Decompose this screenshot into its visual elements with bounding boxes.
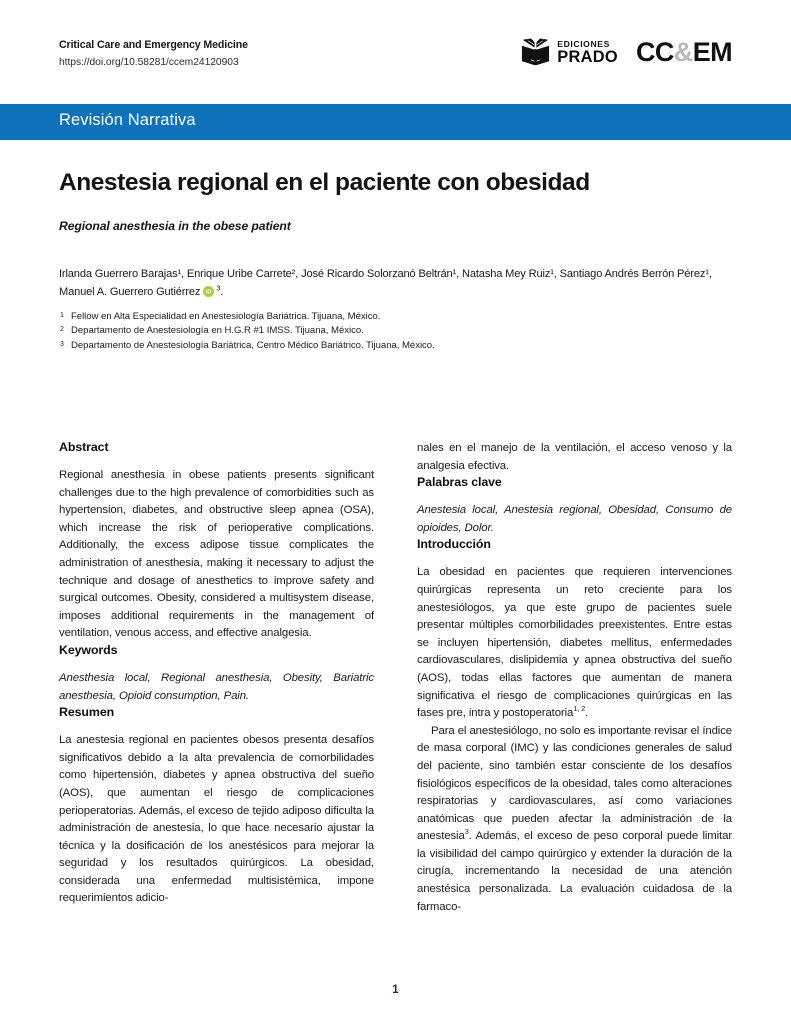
section-heading-abstract: Abstract: [59, 440, 109, 454]
affiliation-row: [59, 324, 737, 338]
article-subtitle: Regional anesthesia in the obese patient: [59, 219, 291, 233]
author-affiliation-marker: 3: [216, 282, 221, 292]
section-heading-introduccion: Introducción: [417, 537, 491, 552]
introduction-paragraph-1: [417, 564, 732, 722]
doi-link[interactable]: https://doi.org/10.58281/ccem24120903: [59, 57, 239, 68]
svg-text:iD: iD: [205, 289, 212, 296]
masthead-logos: [520, 36, 732, 68]
ccem-ampersand: &: [673, 37, 693, 67]
ccem-logo: [636, 39, 732, 66]
affiliation-marker: 3: [60, 340, 64, 348]
open-book-icon: [520, 37, 551, 68]
keywords-paragraph: Anesthesia local, Regional anesthesia, Obesity, Bariatric anesthesia, Opioid consumption, Pain.: [59, 671, 374, 702]
title-block: [59, 168, 732, 233]
section-heading-palabras-clave: Palabras clave: [417, 475, 502, 490]
prado-ediciones-text: EDICIONES: [557, 38, 610, 49]
citation-ref[interactable]: 1, 2: [573, 704, 586, 714]
affiliation-row: [59, 339, 737, 353]
page-number: 1: [392, 984, 399, 996]
intro-p1-text: La obesidad en pacientes que requieren intervenciones quirúrgicas representa un reto creciente para los anestesiólogos, ya que este grupo de pacientes suele presentar múltiples comorbilidades preexistentes. Entre estas se incluyen hipertensión, diabetes mellitus, enfermedades cardiovasculares, dislipidemia y apnea obstructiva del sueño (AOS), todas ellas factores que aumentan de manera significativa el riesgo de complicaciones quirúrgicas en las fases pre, intra y postoperatoria: [417, 566, 732, 720]
author-list-period: .: [220, 285, 224, 298]
body-columns: [59, 440, 732, 916]
ccem-em-text: EM: [692, 37, 732, 67]
article-type-label: Revisión Narrativa: [59, 111, 196, 129]
resumen-continuation-paragraph: nales en el manejo de la ventilación, el acceso venoso y la analgesia efectiva.: [417, 442, 732, 472]
orcid-id-icon[interactable]: [203, 286, 214, 297]
masthead: [59, 36, 732, 84]
affiliation-marker: 1: [60, 312, 64, 319]
prado-prado-text: PRADO: [557, 48, 618, 67]
masthead-left: [59, 36, 248, 71]
intro-p1-end: .: [585, 707, 589, 720]
ediciones-prado-logo: [520, 37, 618, 68]
affiliation-row: [59, 310, 737, 324]
right-column: [417, 440, 732, 916]
affiliation-text: Departamento de Anestesiología en H.G.R #1 IMSS. Tijuana, México.: [71, 325, 364, 337]
journal-name: Critical Care and Emergency Medicine: [59, 39, 248, 51]
introduction-paragraph-2: [417, 723, 732, 917]
author-names: Irlanda Guerrero Barajas¹, Enrique Uribe Carrete², José Ricardo Solorzanó Beltrán¹, Natasha Mey Ruiz¹, Santiago Andrés Berrón Pérez¹, Manuel A. Guerrero Gutiérrez: [59, 268, 712, 298]
section-heading-keywords: Keywords: [59, 642, 118, 657]
intro-p2-text-b: . Además, el exceso de peso corporal puede limitar la visibilidad del campo quirúrgico y extender la duración de la cirugía, incrementando la necesidad de una atención anestésica personalizada. La evaluación cuidadosa de la farmaco-: [417, 830, 732, 913]
author-list: [59, 266, 737, 301]
left-column: [59, 440, 374, 916]
resumen-paragraph: La anestesia regional en pacientes obesos presenta desafíos significativos debido a la alta prevalencia de comorbilidades como hipertensión, diabetes y apnea obstructiva del sueño (AOS), que aumentan el riesgo de complicaciones perioperatorias. Además, el exceso de tejido adiposo dificulta la administración de anestesia, lo que hace necesario ajustar la técnica y la dosificación de los anestésicos para mejorar la seguridad y los resultados quirúrgicos. La obesidad, considerada una enfermedad multisistémica, impone requerimientos adicio-: [59, 734, 374, 905]
section-heading-resumen: Resumen: [59, 705, 115, 720]
affiliation-marker: 2: [60, 326, 64, 334]
affiliation-text: Departamento de Anestesiología Bariátrica, Centro Médico Bariátrico. Tijuana, México.: [71, 339, 435, 351]
prado-wordmark: [557, 40, 618, 66]
citation-ref[interactable]: 3: [464, 827, 469, 837]
article-type-banner: [0, 104, 791, 140]
intro-p2-text-a: Para el anestesiólogo, no solo es importante revisar el índice de masa corporal (IMC) y las condiciones generales de salud del paciente, sino también estar consciente de los desafíos fisiológicos específicos de la obesidad, tales como alteraciones respiratorias y cardiovasculares, así como variaciones anatómicas que pueden afectar la administración de la anestesia: [417, 724, 732, 843]
page-title: Anestesia regional en el paciente con obesidad: [59, 169, 590, 196]
ccem-cc-text: CC: [635, 37, 674, 67]
abstract-paragraph: Regional anesthesia in obese patients presents significant challenges due to the high prevalence of comorbidities such as hypertension, diabetes, and obstructive sleep apnea (OSA), which increase the risk of perioperative complications. Additionally, the excess adipose tissue complicates the administration of anesthesia, making it necessary to adjust the technique and dosage of anesthetics to improve safety and surgical outcomes. Obesity, considered a multisystem disease, imposes additional requirements in the management of ventilation, venous access, and effective analgesia.: [59, 469, 374, 640]
palabras-clave-paragraph: Anestesia local, Anestesia regional, Obesidad, Consumo de opioides, Dolor.: [417, 504, 732, 534]
affiliation-list: [59, 310, 737, 353]
affiliation-text: Fellow en Alta Especialidad en Anestesiología Bariátrica. Tijuana, México.: [71, 311, 381, 322]
